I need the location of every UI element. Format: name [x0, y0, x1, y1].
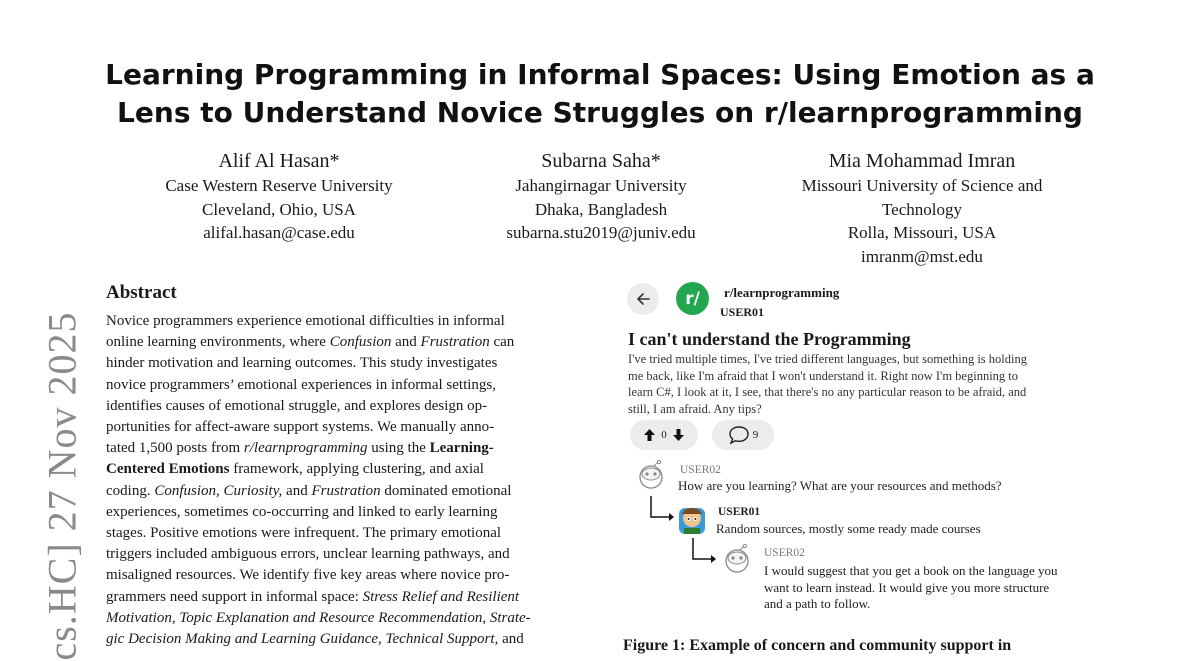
arxiv-stamp: cs.HC] 27 Nov 2025 [39, 311, 85, 661]
author-affiliation: Missouri University of Science and [801, 176, 1043, 195]
back-arrow-icon [634, 290, 652, 308]
post-body-line: still, I am afraid. Any tips? [628, 401, 762, 416]
comment-line: How are you learning? What are your resources and methods? [678, 478, 1002, 493]
abstract-line: hinder motivation and learning outcomes. This study investigates [106, 355, 498, 372]
user-avatar-icon [677, 502, 707, 536]
vote-count: 0 [661, 429, 667, 441]
abstract-italic-run: Motivation, Topic Explanation and Resource Recommendation, Strate- [106, 609, 531, 626]
snoo-avatar-icon [636, 460, 666, 494]
author-name: Mia Mohammad Imran [828, 150, 1016, 172]
title-line-1: Learning Programming in Informal Spaces: Using Emotion as a [105, 58, 1095, 91]
abstract-line: gic Decision Making and Learning Guidance, Technical Support, and [106, 631, 524, 648]
abstract-italic-run: Stress Relief and Resilient [362, 588, 520, 605]
upvote-arrow-icon[interactable] [644, 429, 655, 441]
abstract-line: portunities for affect-aware support systems. We manually anno- [106, 419, 495, 436]
abstract-italic-run: Frustration [311, 482, 381, 499]
abstract-line: online learning environments, where Confusion and Frustration can [106, 334, 515, 351]
abstract-line: stages. Positive emotions were infrequent. The primary emotional [106, 525, 502, 542]
abstract-line [106, 608, 578, 629]
comment-text [678, 478, 1002, 495]
comment-user[interactable]: USER02 [680, 464, 721, 476]
vote-control [630, 420, 698, 450]
post-title: I can't understand the Programming [628, 329, 911, 349]
author-location: Dhaka, Bangladesh [534, 199, 668, 219]
abstract-line: novice programmers’ emotional experiences in informal settings, [106, 376, 497, 393]
comment-bubble-icon [728, 425, 750, 445]
comment-count: 9 [752, 429, 759, 441]
reply-arrow-icon [691, 538, 719, 564]
abstract-line: grammers need support in informal space: Stress Relief and Resilient [106, 588, 520, 605]
abstract-bold-run: Learning- [429, 440, 494, 457]
abstract-line: Centered Emotions framework, applying clustering, and axial [106, 461, 484, 478]
abstract-line: coding. Confusion, Curiosity, and Frustration dominated emotional [106, 482, 512, 499]
author-name: Alif Al Hasan* [218, 150, 340, 172]
author-block-3 [772, 148, 1072, 268]
subreddit-name[interactable]: r/learnprogramming [724, 285, 840, 300]
abstract-italic-run: gic Decision Making and Learning Guidance, Technical Support, [106, 631, 499, 648]
abstract-italic-run: Confusion, Curiosity, [154, 482, 283, 499]
abstract-line: triggers included ambiguous errors, unclear learning pathways, and [106, 546, 510, 563]
post-author[interactable]: USER01 [720, 305, 765, 319]
paper-title [0, 56, 1200, 132]
author-location: Rolla, Missouri, USA [847, 223, 997, 242]
author-affiliation: Case Western Reserve University [165, 176, 393, 195]
abstract-line: experiences, sometimes co-occurring and linked to early learning [106, 503, 498, 520]
author-name: Subarna Saha* [541, 150, 661, 172]
subreddit-logo[interactable]: r/ [676, 282, 709, 315]
snoo-avatar-icon [722, 544, 752, 578]
back-button[interactable] [627, 283, 659, 315]
comment-line: want to learn instead. It would give you more structure [764, 579, 1050, 595]
post-body-line: learn C#, I look at it, I see, that there's no any particular reason to be afraid, and [628, 385, 1027, 399]
post-body-line: me back, like I'm afraid that I won't understand it. Right now I'm beginning to [628, 368, 1019, 383]
comment-text [716, 521, 981, 538]
post-body-line: I've tried multiple times, I've tried different languages, but something is holding [628, 352, 1027, 366]
author-email: alifal.hasan@case.edu [203, 223, 355, 242]
comment-line: Random sources, mostly some ready made courses [716, 521, 981, 536]
comment-user[interactable]: USER01 [718, 506, 761, 518]
author-email: imranm@mst.edu [861, 246, 983, 266]
abstract-body [106, 311, 578, 650]
comment-user[interactable]: USER02 [764, 547, 805, 559]
abstract-italic-run: r/learnprogramming [243, 440, 368, 457]
comment-line: I would suggest that you get a book on the language you [764, 563, 1058, 578]
abstract-bold-run: Centered Emotions [106, 461, 230, 478]
author-email: subarna.stu2019@juniv.edu [506, 223, 696, 242]
abstract-line: identifies causes of emotional struggle, and explores design op- [106, 397, 488, 414]
abstract-italic-run: Confusion [329, 334, 392, 351]
author-affiliation: Jahangirnagar University [515, 176, 687, 195]
title-line-2: Lens to Understand Novice Struggles on r/learnprogramming [117, 96, 1083, 129]
downvote-arrow-icon[interactable] [673, 429, 684, 441]
comments-button[interactable] [712, 420, 774, 450]
post-body [628, 351, 1090, 417]
abstract-line: Novice programmers experience emotional difficulties in informal [106, 313, 505, 329]
author-affiliation-cont: Technology [881, 199, 962, 219]
reply-arrow-icon [649, 496, 677, 522]
abstract-line: tated 1,500 posts from r/learnprogramming using the Learning- [106, 440, 494, 457]
comment-line: and a path to follow. [764, 596, 871, 611]
figure-caption: Figure 1: Example of concern and community support in [623, 637, 1012, 654]
comment-text [764, 563, 1058, 613]
abstract-italic-run: Frustration [420, 334, 490, 351]
author-block-1 [130, 148, 428, 245]
abstract-line: misaligned resources. We identify five key areas where novice pro- [106, 567, 510, 584]
author-block-2 [466, 148, 736, 245]
reddit-post-figure [620, 280, 1100, 648]
author-location: Cleveland, Ohio, USA [202, 199, 356, 219]
abstract-heading: Abstract [106, 282, 177, 303]
